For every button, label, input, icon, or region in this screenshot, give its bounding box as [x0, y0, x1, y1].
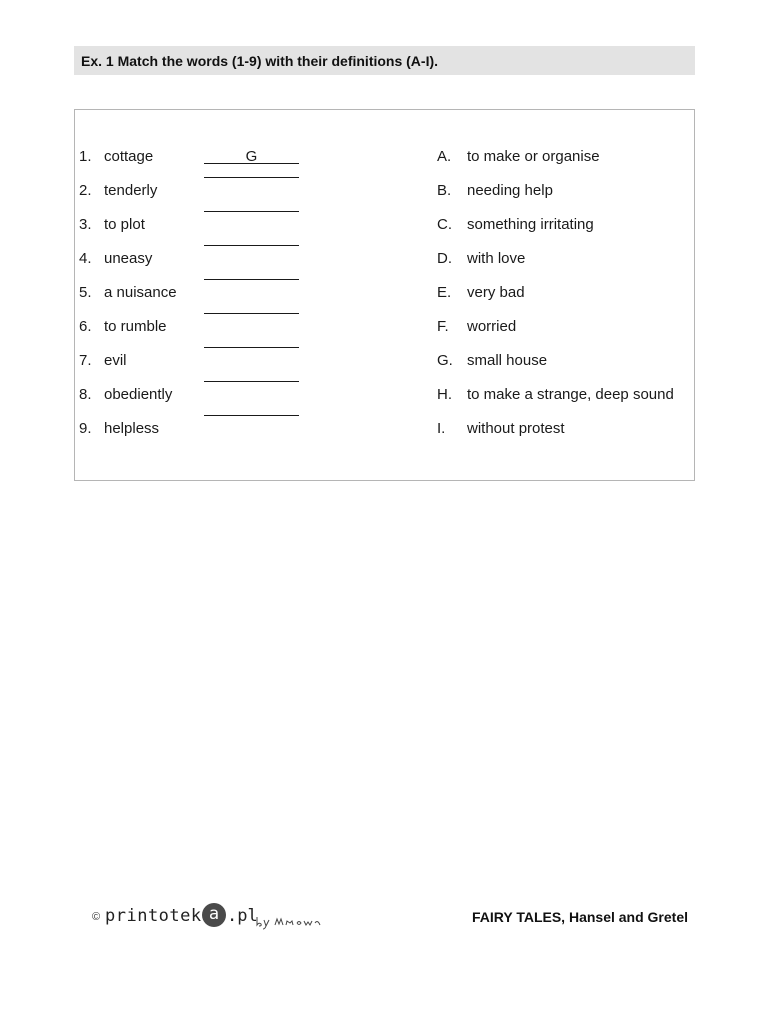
word-number: 7. [79, 352, 92, 369]
word-row [79, 181, 419, 201]
word-row [79, 385, 419, 405]
word-number: 9. [79, 420, 92, 437]
word-number: 2. [79, 182, 92, 199]
by-author-signature-icon [255, 913, 325, 931]
definition-letter: B. [437, 182, 452, 199]
definition-letter: G. [437, 352, 453, 369]
word-row [79, 147, 419, 167]
definition-letter: A. [437, 148, 452, 165]
definition-row [437, 181, 692, 201]
definition-text: to make a strange, deep sound [467, 386, 674, 403]
word-text: obediently [104, 386, 173, 403]
word-text: to plot [104, 216, 145, 233]
word-number: 1. [79, 148, 92, 165]
definition-letter: C. [437, 216, 452, 233]
definition-text: something irritating [467, 216, 594, 233]
definition-row [437, 419, 692, 439]
definition-letter: D. [437, 250, 452, 267]
definition-letter: I. [437, 420, 446, 437]
definition-text: very bad [467, 284, 525, 301]
definition-text: needing help [467, 182, 553, 199]
exercise-box [74, 109, 695, 481]
word-row [79, 283, 419, 303]
word-text: helpless [104, 420, 160, 437]
printoteka-logo [92, 903, 332, 931]
definition-text: with love [467, 250, 526, 267]
word-row [79, 351, 419, 371]
definition-letter: E. [437, 284, 452, 301]
logo-text-printotek: printotek [105, 906, 202, 926]
word-number: 5. [79, 284, 92, 301]
word-number: 8. [79, 386, 92, 403]
definition-text: worried [467, 318, 517, 335]
word-text: tenderly [104, 182, 158, 199]
word-text: evil [104, 352, 127, 369]
exercise-header [74, 46, 695, 75]
definition-row [437, 317, 692, 337]
definition-row [437, 147, 692, 167]
definition-row [437, 283, 692, 303]
exercise-title: Ex. 1 Match the words (1-9) with their definitions (A-I). [81, 53, 439, 69]
word-row [79, 249, 419, 269]
definition-row [437, 215, 692, 235]
definition-letter: F. [437, 318, 449, 335]
logo-text-pl: .pl [227, 906, 258, 926]
definition-row [437, 351, 692, 371]
word-text: cottage [104, 148, 154, 165]
word-row [79, 317, 419, 337]
word-row [79, 215, 419, 235]
word-text: a nuisance [104, 284, 177, 301]
word-number: 6. [79, 318, 92, 335]
definition-text: small house [467, 352, 548, 369]
footer-title: FAIRY TALES, Hansel and Gretel [471, 909, 688, 925]
word-text: to rumble [104, 318, 167, 335]
logo-circle-a: a [202, 903, 226, 927]
definition-row [437, 385, 692, 405]
word-text: uneasy [104, 250, 153, 267]
answer-blank[interactable]: G [204, 147, 299, 167]
copyright-icon: © [92, 911, 101, 923]
word-number: 4. [79, 250, 92, 267]
word-number: 3. [79, 216, 92, 233]
word-row [79, 419, 419, 439]
definition-text: to make or organise [467, 148, 600, 165]
definition-row [437, 249, 692, 269]
definition-letter: H. [437, 386, 452, 403]
definition-text: without protest [467, 420, 565, 437]
